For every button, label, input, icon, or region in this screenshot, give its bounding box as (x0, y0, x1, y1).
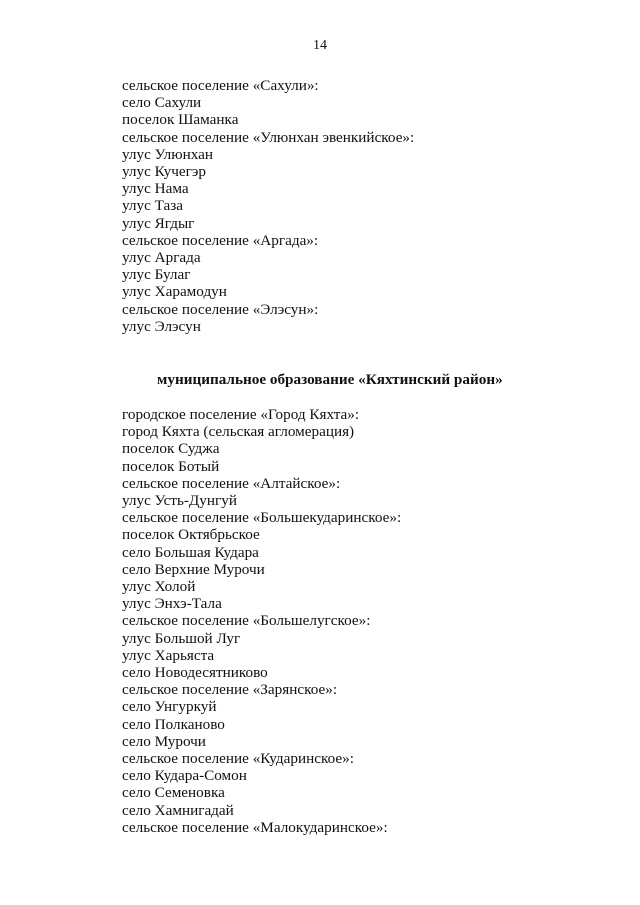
list-line: поселок Шаманка (122, 111, 239, 129)
list-line: поселок Суджа (122, 440, 220, 458)
list-line: сельское поселение «Аргада»: (122, 231, 319, 249)
settlement-list-1 (122, 77, 602, 335)
list-line: улус Таза (122, 197, 184, 215)
list-line: село Мурочи (122, 732, 206, 750)
list-line: улус Энхэ-Тала (122, 595, 222, 613)
page-number: 14 (313, 38, 327, 53)
list-line: улус Усть-Дунгуй (122, 492, 237, 510)
list-line: сельское поселение «Большекударинское»: (122, 509, 402, 527)
list-line: городское поселение «Город Кяхта»: (122, 406, 360, 423)
list-line: село Кудара-Сомон (122, 767, 247, 785)
list-line: село Семеновка (122, 784, 225, 802)
list-line: улус Улюнхан (122, 145, 213, 163)
list-line: улус Булаг (122, 266, 191, 284)
list-line: село Сахули (122, 94, 202, 112)
list-line: улус Холой (122, 578, 196, 596)
settlement-list-2 (122, 406, 602, 836)
list-line: улус Харьяста (122, 646, 215, 664)
list-line: сельское поселение «Сахули»: (122, 77, 319, 94)
list-line: село Полканово (122, 715, 225, 733)
list-line: улус Харамодун (122, 283, 227, 301)
list-line: город Кяхта (сельская агломерация) (122, 423, 355, 441)
list-line: село Хамнигадай (122, 801, 234, 819)
list-line: сельское поселение «Зарянское»: (122, 681, 338, 699)
list-line: сельское поселение «Большелугское»: (122, 612, 371, 630)
section-heading: муниципальное образование «Кяхтинский район» (157, 371, 503, 388)
list-line: улус Элэсун (122, 317, 201, 335)
list-line: поселок Ботый (122, 457, 220, 475)
list-line: улус Ягдыг (122, 214, 195, 232)
list-line: село Новодесятниково (122, 664, 268, 682)
list-line: село Большая Кудара (122, 543, 259, 561)
list-line: сельское поселение «Улюнхан эвенкийское»: (122, 128, 415, 146)
list-line: улус Кучегэр (122, 163, 206, 181)
list-line: сельское поселение «Кударинское»: (122, 750, 354, 768)
list-line: улус Большой Луг (122, 629, 241, 647)
list-line: сельское поселение «Алтайское»: (122, 474, 341, 492)
list-line: сельское поселение «Элэсун»: (122, 300, 319, 318)
list-line: поселок Октябрьское (122, 526, 260, 544)
list-line: улус Аргада (122, 249, 201, 267)
list-line: село Унгуркуй (122, 698, 217, 716)
list-line: улус Нама (122, 180, 189, 198)
list-line: село Верхние Мурочи (122, 560, 265, 578)
list-line: сельское поселение «Малокударинское»: (122, 818, 388, 836)
